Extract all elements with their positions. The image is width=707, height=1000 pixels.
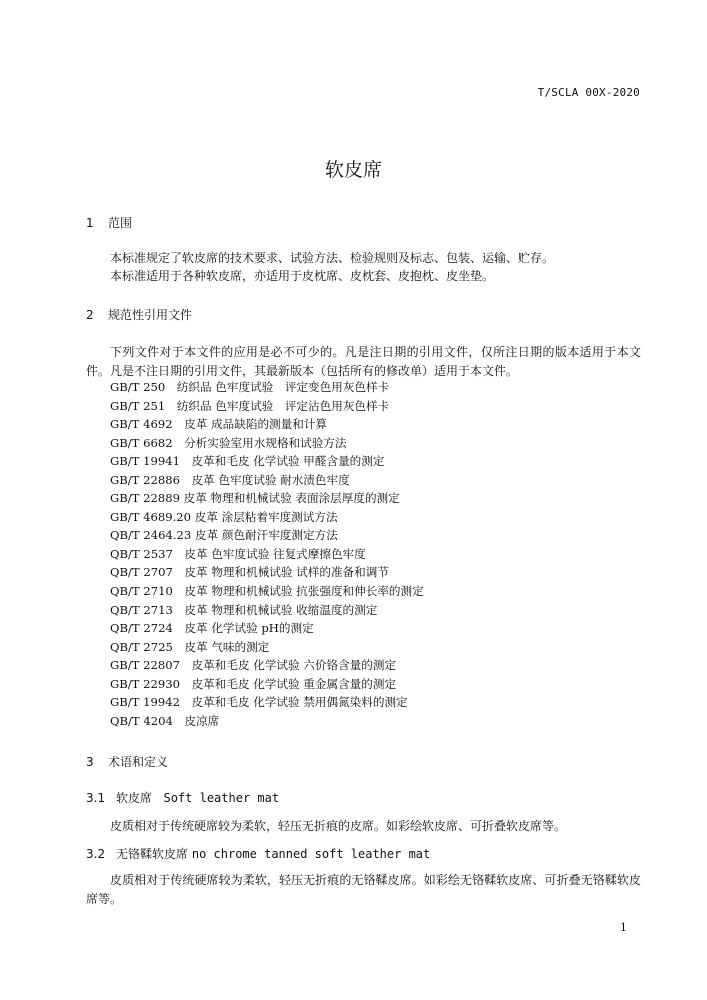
reference-item: QB/T 2707 皮革 物理和机械试验 试样的准备和调节	[110, 565, 389, 580]
section-title: 范围	[108, 216, 133, 230]
section-2-heading	[86, 306, 192, 323]
reference-item: QB/T 2713 皮革 物理和机械试验 收缩温度的测定	[110, 602, 378, 617]
term-number: 3.1	[86, 791, 106, 805]
term-3-2-heading	[86, 845, 430, 862]
page-number: 1	[620, 921, 627, 934]
section-title: 规范性引用文件	[108, 308, 193, 322]
document-code: T/SCLA 00X-2020	[537, 86, 640, 99]
reference-item: GB/T 22930 皮革和毛皮 化学试验 重金属含量的测定	[110, 676, 397, 691]
term-3-2-definition: 皮质相对于传统硬席较为柔软，轻压无折痕的无铬鞣皮席。如彩绘无铬鞣软皮席、可折叠无铬鞣软皮席等。	[86, 873, 641, 906]
term-number: 3.2	[86, 847, 106, 861]
reference-item: GB/T 22807 皮革和毛皮 化学试验 六价铬含量的测定	[110, 658, 397, 673]
reference-item: QB/T 4204 皮凉席	[110, 713, 220, 728]
section-title: 术语和定义	[108, 755, 169, 769]
term-3-1-definition: 皮质相对于传统硬席较为柔软，轻压无折痕的皮席。如彩绘软皮席、可折叠软皮席等。	[110, 819, 567, 833]
reference-item: GB/T 4692 皮革 成品缺陷的测量和计算	[110, 417, 328, 432]
reference-item: GB/T 250 纺织品 色牢度试验 评定变色用灰色样卡	[110, 380, 390, 394]
reference-item: GB/T 19942 皮革和毛皮 化学试验 禁用偶氮染料的测定	[110, 695, 408, 710]
reference-item: QB/T 2537 皮革 色牢度试验 往复式摩擦色牢度	[110, 546, 366, 561]
reference-item: GB/T 4689.20 皮革 涂层粘着牢度测试方法	[110, 509, 338, 524]
reference-item: QB/T 2724 皮革 化学试验 pH的测定	[110, 621, 314, 636]
section-1-heading	[86, 214, 132, 231]
term-chinese: 软皮席	[116, 791, 153, 805]
section-1-paragraph-1: 本标准规定了软皮席的技术要求、试验方法、检验规则及标志、包装、运输、贮存。	[110, 251, 555, 265]
reference-item: GB/T 6682 分析实验室用水规格和试验方法	[110, 435, 347, 450]
section-number: 1	[86, 216, 94, 230]
section-number: 2	[86, 308, 94, 322]
reference-item: GB/T 22889 皮革 物理和机械试验 表面涂层厚度的测定	[110, 491, 400, 506]
section-1-paragraph-2: 本标准适用于各种软皮席，亦适用于皮枕席、皮枕套、皮抱枕、皮坐垫。	[110, 269, 495, 283]
reference-list	[110, 378, 424, 730]
term-english: Soft leather mat	[163, 791, 280, 805]
document-title: 软皮席	[324, 159, 382, 181]
reference-item: QB/T 2464.23 皮革 颜色耐汗牢度测定方法	[110, 528, 338, 543]
reference-item: GB/T 19941 皮革和毛皮 化学试验 甲醛含量的测定	[110, 454, 385, 469]
term-chinese: 无铬鞣软皮席	[116, 847, 189, 861]
term-3-1-heading	[86, 789, 279, 806]
section-number: 3	[86, 755, 94, 769]
reference-item: GB/T 251 纺织品 色牢度试验 评定沾色用灰色样卡	[110, 398, 390, 413]
reference-item: QB/T 2710 皮革 物理和机械试验 抗张强度和伸长率的测定	[110, 584, 424, 599]
section-2-intro: 下列文件对于本文件的应用是必不可少的。凡是注日期的引用文件，仅所注日期的版本适用于本文件。凡是不注日期的引用文件，其最新版本（包括所有的修改单）适用于本文件。	[86, 345, 641, 378]
reference-item: GB/T 22886 皮革 色牢度试验 耐水渍色牢度	[110, 472, 350, 487]
term-english: no chrome tanned soft leather mat	[191, 847, 431, 861]
section-3-heading	[86, 753, 168, 770]
reference-item: QB/T 2725 皮革 气味的测定	[110, 639, 270, 654]
